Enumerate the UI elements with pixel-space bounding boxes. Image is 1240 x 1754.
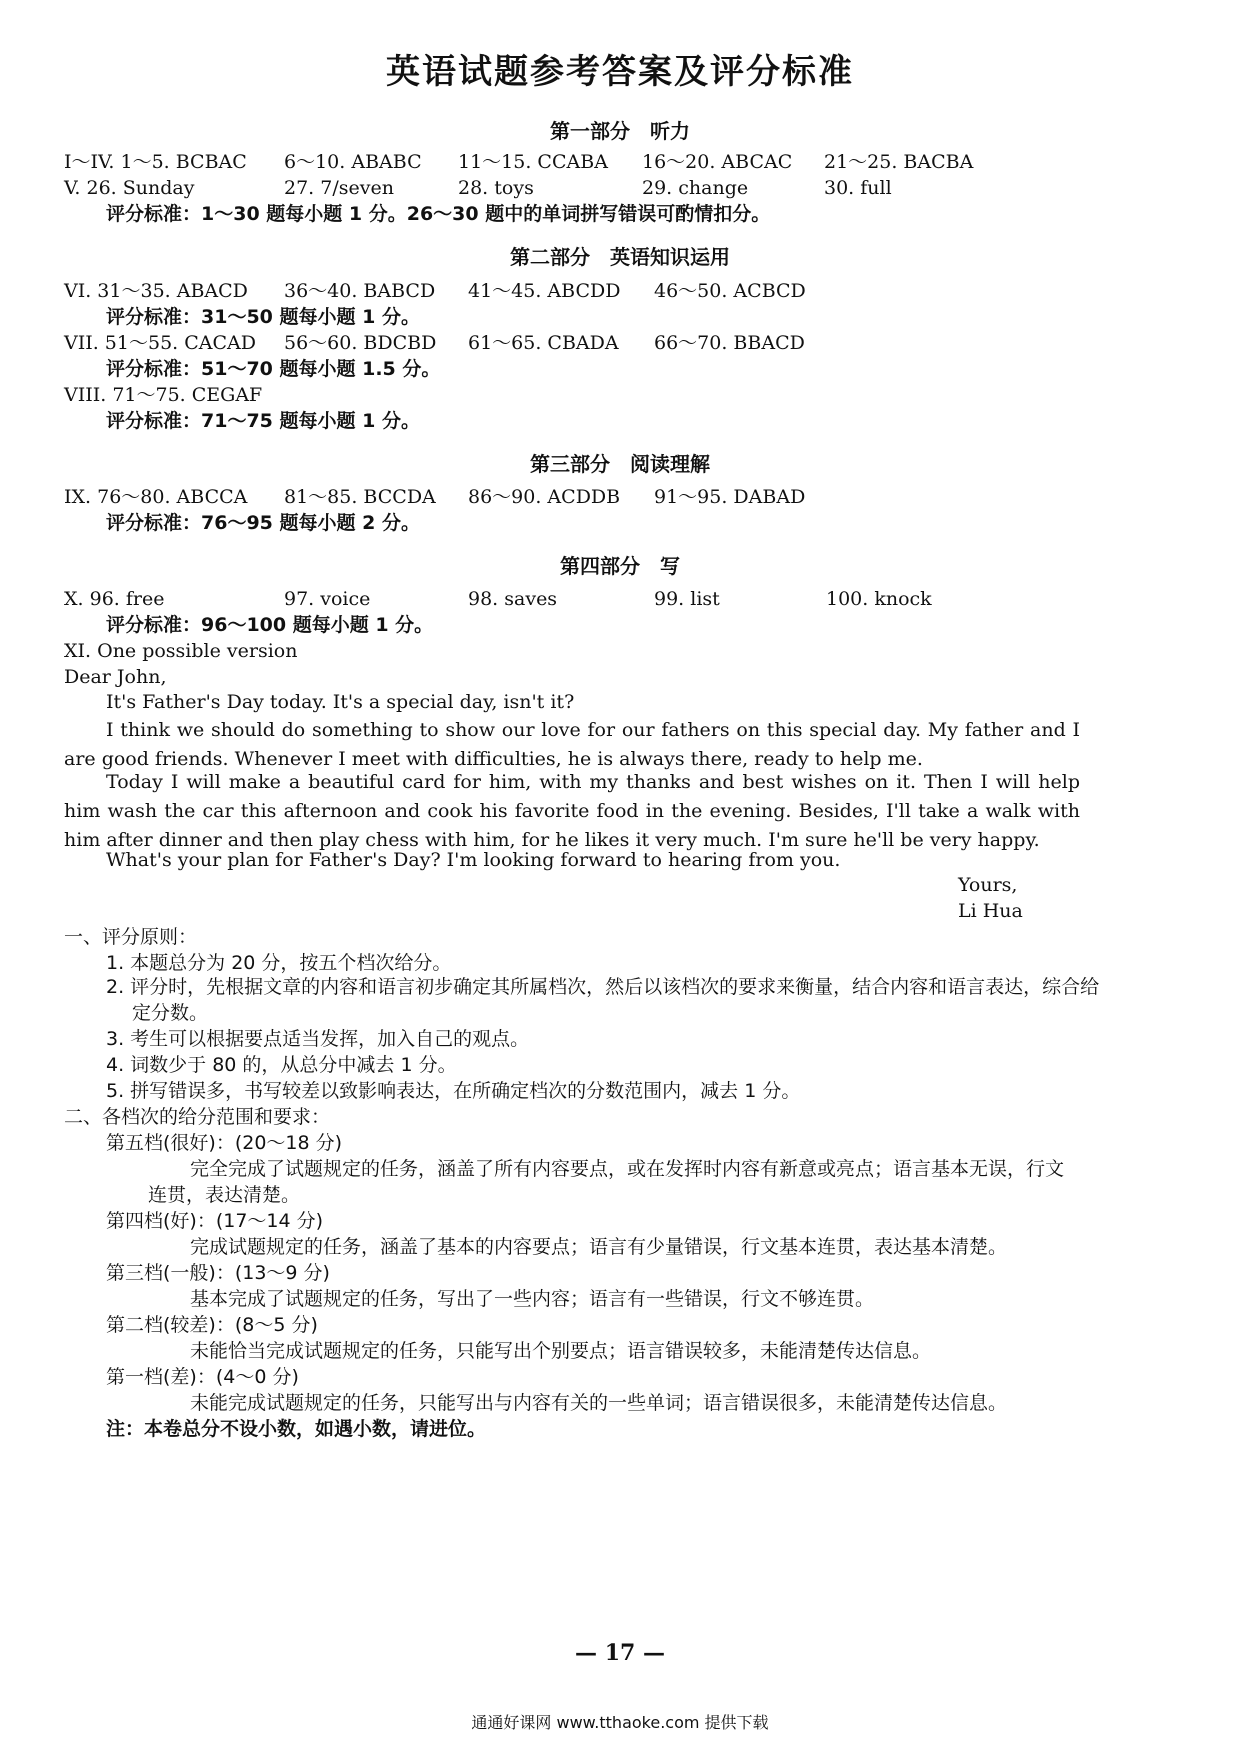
answer-cell: X. 96. free [64, 588, 165, 610]
answer-cell: 99. list [654, 588, 720, 610]
letter-paragraph: It's Father's Day today. It's a special day, isn't it? [106, 691, 575, 713]
answer-cell: 28. toys [458, 177, 534, 199]
page-number: — 17 — [575, 1640, 665, 1666]
scoring-note: 评分标准：96～100 题每小题 1 分。 [106, 614, 434, 636]
level-name: 第五档(很好)：(20～18 分) [106, 1132, 343, 1154]
scoring-note: 评分标准：1～30 题每小题 1 分。26～30 题中的单词拼写错误可酌情扣分。 [106, 203, 771, 225]
answer-cell: 27. 7/seven [284, 177, 394, 199]
answer-cell: 97. voice [284, 588, 371, 610]
answer-cell: 21～25. BACBA [824, 151, 974, 173]
answer-cell: 86～90. ACDDB [468, 486, 621, 508]
answer-cell: 61～65. CBADA [468, 332, 619, 354]
level-name: 第二档(较差)：(8～5 分) [106, 1314, 318, 1336]
answer-cell: 98. saves [468, 588, 558, 610]
scoring-note: 评分标准：51～70 题每小题 1.5 分。 [106, 358, 441, 380]
level-desc: 完成试题规定的任务，涵盖了基本的内容要点；语言有少量错误，行文基本连贯，表达基本清楚。 [190, 1236, 1008, 1258]
part1-heading: 第一部分 听力 [550, 119, 690, 143]
level-name: 第一档(差)：(4～0 分) [106, 1366, 299, 1388]
answer-cell: 30. full [824, 177, 892, 199]
answer-cell: IX. 76～80. ABCCA [64, 486, 248, 508]
principle-item: 4. 词数少于 80 的，从总分中减去 1 分。 [106, 1054, 457, 1076]
answer-cell: 100. knock [826, 588, 932, 610]
answer-cell: 6～10. ABABC [284, 151, 422, 173]
letter-paragraph: What's your plan for Father's Day? I'm looking forward to hearing from you. [106, 849, 841, 871]
answer-cell: V. 26. Sunday [64, 177, 195, 199]
answer-cell: VI. 31～35. ABACD [64, 280, 248, 302]
principle-item: 1. 本题总分为 20 分，按五个档次给分。 [106, 952, 452, 974]
final-note: 注：本卷总分不设小数，如遇小数，请进位。 [106, 1418, 487, 1440]
part4-heading: 第四部分 写 [560, 554, 680, 578]
level-desc: 基本完成了试题规定的任务，写出了一些内容；语言有一些错误，行文不够连贯。 [190, 1288, 875, 1310]
answer-cell: 46～50. ACBCD [654, 280, 806, 302]
letter-signature: Li Hua [958, 900, 1023, 922]
letter-paragraph: I think we should do something to show our love for our fathers on this special day. My father and I are good friends. Whenever I meet with difficulties, he is always there, ready to help me. [64, 719, 1080, 770]
xi-label: XI. One possible version [64, 640, 298, 662]
letter-greeting: Dear John, [64, 666, 167, 688]
answer-cell: 16～20. ABCAC [642, 151, 793, 173]
answer-cell: VII. 51～55. CACAD [64, 332, 256, 354]
part2-heading: 第二部分 英语知识运用 [510, 245, 730, 269]
answer-cell: VIII. 71～75. CEGAF [64, 384, 263, 406]
level-name: 第三档(一般)：(13～9 分) [106, 1262, 330, 1284]
letter-paragraph: Today I will make a beautiful card for him, with my thanks and best wishes on it. Then I will help him wash the car this afternoon and cook his favorite food in the evening. Besides, I'll take a walk with him after dinner and then play chess with him, for he likes it very much. I'm sure he'll be very happy. [64, 771, 1080, 851]
scoring-note: 评分标准：31～50 题每小题 1 分。 [106, 306, 420, 328]
answer-cell: 41～45. ABCDD [468, 280, 621, 302]
principles-title: 一、评分原则： [64, 926, 198, 948]
level-desc: 未能恰当完成试题规定的任务，只能写出个别要点；语言错误较多，未能清楚传达信息。 [190, 1340, 932, 1362]
answer-cell: 91～95. DABAD [654, 486, 806, 508]
answer-cell: I～IV. 1～5. BCBAC [64, 151, 247, 173]
answer-cell: 56～60. BDCBD [284, 332, 437, 354]
footer-credit: 通通好课网 www.tthaoke.com 提供下载 [471, 1713, 769, 1732]
principle-item: 5. 拼写错误多，书写较差以致影响表达，在所确定档次的分数范围内，减去 1 分。 [106, 1080, 801, 1102]
answer-cell: 29. change [642, 177, 749, 199]
scoring-note: 评分标准：76～95 题每小题 2 分。 [106, 512, 420, 534]
answer-cell: 81～85. BCCDA [284, 486, 436, 508]
scoring-note: 评分标准：71～75 题每小题 1 分。 [106, 410, 420, 432]
answer-cell: 11～15. CCABA [458, 151, 608, 173]
page-title: 英语试题参考答案及评分标准 [386, 52, 854, 92]
principle-item: 2. 评分时，先根据文章的内容和语言初步确定其所属档次，然后以该档次的要求来衡量，结合内容和语言表达，综合给定分数。 [106, 976, 1100, 1024]
level-desc: 未能完成试题规定的任务，只能写出与内容有关的一些单词；语言错误很多，未能清楚传达信息。 [190, 1392, 1008, 1414]
answer-cell: 36～40. BABCD [284, 280, 436, 302]
level-desc: 完全完成了试题规定的任务，涵盖了所有内容要点，或在发挥时内容有新意或亮点；语言基本无误，行文连贯，表达清楚。 [148, 1158, 1065, 1206]
answer-cell: 66～70. BBACD [654, 332, 805, 354]
level-name: 第四档(好)：(17～14 分) [106, 1210, 324, 1232]
levels-title: 二、各档次的给分范围和要求： [64, 1106, 331, 1128]
principle-item: 3. 考生可以根据要点适当发挥，加入自己的观点。 [106, 1028, 530, 1050]
part3-heading: 第三部分 阅读理解 [530, 452, 710, 476]
letter-closing: Yours, [958, 874, 1018, 896]
